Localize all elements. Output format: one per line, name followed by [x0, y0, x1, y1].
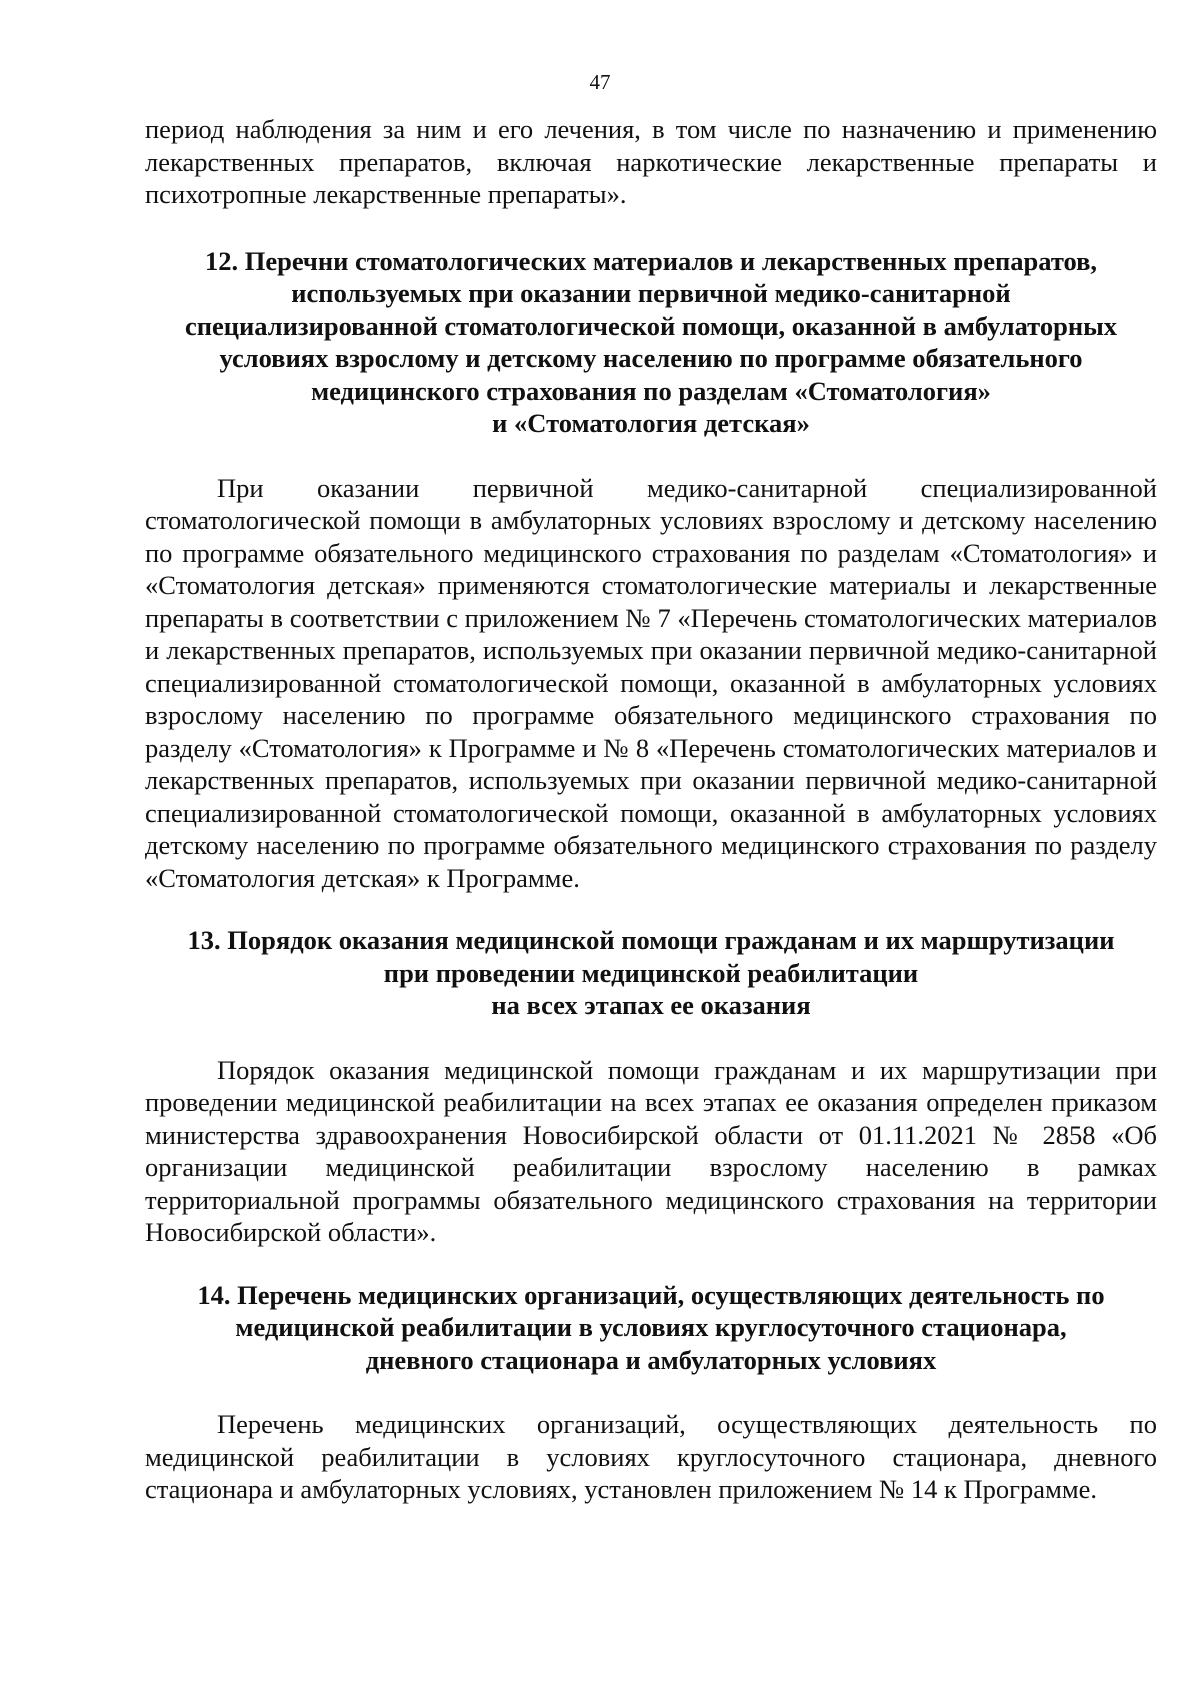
section-13-body: Порядок оказания медицинской помощи гражданам и их маршрутизации при проведении медицинской реабилитации на всех этапах ее оказания определен приказом министерства здравоохранения Новосибирской области от 01.11.2021 № 2858 «Об организации медицинской реабилитации взрослому населению в рамках территориальной программы обязательного медицинского страхования на территории Новосибирской области».: [145, 1054, 1157, 1247]
heading-line: специализированной стоматологической помощи, оказанной в амбулаторных: [184, 310, 1118, 341]
heading-line: 12. Перечни стоматологических материалов и лекарственных препаратов,: [204, 245, 1098, 276]
heading-line: используемых при оказании первичной медико-санитарной: [291, 278, 1011, 308]
heading-line: медицинской реабилитации в условиях круглосуточного стационара,: [235, 1312, 1067, 1342]
heading-line: при проведении медицинской реабилитации: [383, 957, 919, 988]
heading-line: на всех этапах ее оказания: [491, 990, 811, 1020]
heading-line: медицинского страхования по разделам «Стоматология»: [311, 375, 991, 406]
section-12-body: При оказании первичной медико-санитарной специализированной стоматологической помощи в амбулаторных условиях взрослому и детскому населению по программе обязательного медицинского страхования по разделам «Стоматология» и «Стоматология детская» применяются стоматологические материалы и лекарственные препараты в соответствии с приложением № 7 «Перечень стоматологических материалов и лекарственных препаратов, используемых при оказании первичной медико-санитарной специализированной стоматологической помощи, оказанной в амбулаторных условиях взрослому населению по программе обязательного медицинского страхования по разделу «Стоматология» к Программе и № 8 «Перечень стоматологических материалов и лекарственных препаратов, используемых при оказании первичной медико-санитарной специализированной стоматологической помощи, оказанной в амбулаторных условиях детскому населению по программе обязательного медицинского страхования по разделу «Стоматология детская» к Программе.: [145, 472, 1157, 893]
continuation-paragraph: период наблюдения за ним и его лечения, в том числе по назначению и применению лекарственных препаратов, включая наркотические лекарственные препараты и психотропные лекарственные препараты».: [145, 114, 1157, 209]
heading-line: 13. Порядок оказания медицинской помощи гражданам и их маршрутизации: [187, 925, 1115, 955]
heading-line: 14. Перечень медицинских организаций, осуществляющих деятельность по: [197, 1279, 1105, 1310]
section-14-body: Перечень медицинских организаций, осуществляющих деятельность по медицинской реабилитации в условиях круглосуточного стационара, дневного стационара и амбулаторных условиях, установлен приложением № 14 к Программе.: [145, 1409, 1157, 1504]
heading-line: и «Стоматология детская»: [492, 408, 810, 438]
page-number: 47: [589, 70, 611, 94]
heading-line: дневного стационара и амбулаторных условиях: [365, 1344, 937, 1375]
heading-line: условиях взрослому и детскому населению по программе обязательного: [219, 343, 1083, 373]
section-13-heading: [145, 924, 1157, 1022]
section-12-heading: [145, 245, 1157, 440]
page-content: [145, 113, 1157, 1506]
section-14-heading: [145, 1279, 1157, 1377]
